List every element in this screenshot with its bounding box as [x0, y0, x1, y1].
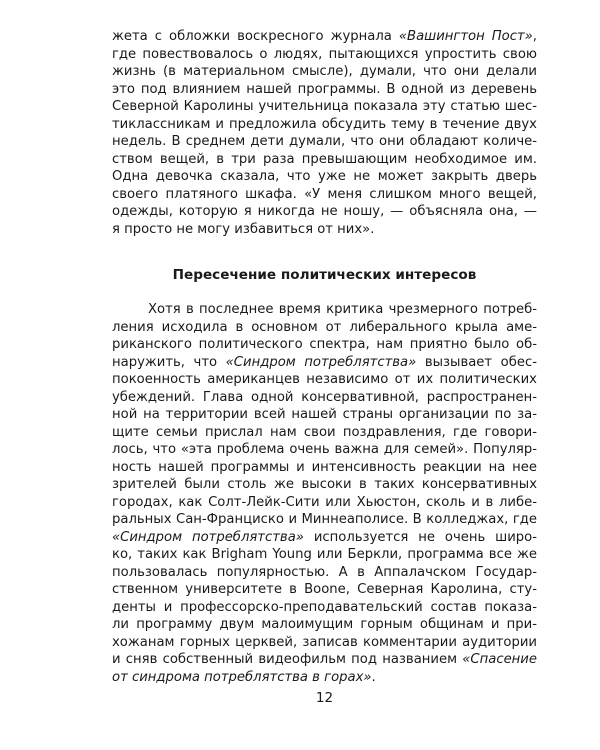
- text-line: [112, 476, 537, 494]
- text-segment: хожанам горных церквей, записав комментарии аудитории: [112, 634, 537, 650]
- text-line: [112, 581, 537, 599]
- text-segment: одежды, которую я никогда не ношу, — объясняла она, —: [112, 204, 537, 219]
- italic-title-text: «Спасение: [462, 652, 537, 667]
- text-line: [112, 81, 537, 99]
- text-line: [112, 529, 537, 547]
- text-segment: жета с обложки воскресного журнала: [112, 29, 399, 44]
- text-segment: ко, таких как Brigham Young или Беркли, программа все же: [112, 547, 537, 562]
- text-segment: где повествовалось о людях, пытающихся упростить свою: [112, 46, 537, 62]
- italic-title-text: «Синдром потреблятства»: [225, 354, 417, 370]
- text-segment: жизнь (в материальном смысле), думали, что они делали: [112, 64, 537, 79]
- text-segment: риканского политического спектра, нам приятно было об-: [112, 337, 537, 352]
- text-line: [112, 186, 537, 204]
- text-line: [112, 494, 537, 512]
- paragraph-2: [112, 301, 537, 686]
- text-segment: зрителей были столь же высоки в таких консервативных: [112, 477, 537, 492]
- text-line: [112, 669, 537, 687]
- text-line: [112, 151, 537, 169]
- text-line: [112, 168, 537, 186]
- text-segment: тиклассникам и предложила обсудить тему в течение двух: [112, 116, 537, 132]
- text-line: [112, 46, 537, 64]
- text-line: [112, 616, 537, 634]
- text-segment: пользовалась популярностью. А в Аппалачском Государ-: [112, 564, 537, 580]
- text-line: [112, 133, 537, 151]
- paragraph-1: [112, 28, 537, 238]
- page-number: 12: [315, 690, 334, 706]
- text-segment: ственном университете в Boone, Северная Каролина, сту-: [112, 582, 537, 597]
- text-line: [112, 599, 537, 617]
- text-line: [112, 98, 537, 116]
- text-segment: недель. В среднем дети думали, что они обладают количе-: [112, 134, 537, 149]
- text-line: [112, 441, 537, 459]
- text-segment: ли программу двум малоимущим горным общинам и при-: [112, 617, 537, 632]
- text-segment: ральных Сан-Франциско и Миннеаполисе. В колледжах, где: [112, 512, 537, 527]
- text-segment: используется не очень широ-: [303, 529, 537, 545]
- text-segment: щите семьи прислал нам свои поздравления, где говори-: [112, 424, 537, 440]
- text-segment: это под влиянием нашей программы. В одной из деревень: [112, 81, 537, 97]
- text-line: [112, 336, 537, 354]
- text-segment: ления исходила в основном от либерального крыла аме-: [112, 319, 537, 335]
- text-segment: наружить, что: [112, 354, 226, 370]
- text-segment: убеждений. Глава одной консервативной, распространен-: [112, 389, 537, 405]
- text-line: [112, 301, 537, 319]
- text-line: [112, 221, 537, 239]
- text-segment: Хотя в последнее время критика чрезмерного потреб-: [148, 302, 537, 317]
- text-line: [112, 389, 537, 407]
- italic-title-text: «Синдром потреблятства»: [112, 529, 304, 545]
- text-segment: лось, что «эта проблема очень важна для семей». Популяр-: [112, 442, 537, 457]
- text-segment: вызывает обес-: [416, 354, 537, 370]
- text-segment: Одна девочка сказала, что уже не может закрыть дверь: [112, 169, 537, 184]
- text-segment: ной на территории всей нашей страны организации по за-: [112, 407, 537, 422]
- text-segment: городах, как Солт-Лейк-Сити или Хьюстон, сколь и в либе-: [112, 494, 537, 510]
- text-segment: ,: [532, 29, 537, 44]
- text-line: [112, 459, 537, 477]
- text-segment: ность нашей программы и интенсивность реакции на нее: [112, 459, 537, 475]
- text-line: [112, 424, 537, 442]
- text-segment: своего платяного шкафа. «У меня слишком много вещей,: [112, 186, 537, 202]
- text-line: [112, 203, 537, 221]
- text-line: [112, 354, 537, 372]
- text-line: [112, 28, 537, 46]
- text-segment: покоенность американцев независимо от их политических: [112, 372, 537, 387]
- text-line: [112, 406, 537, 424]
- text-line: [112, 371, 537, 389]
- text-line: [112, 546, 537, 564]
- text-segment: Северной Каролины учительница показала эту статью шес-: [112, 99, 537, 114]
- text-line: [112, 116, 537, 134]
- text-line: [112, 63, 537, 81]
- text-line: [112, 634, 537, 652]
- section-heading: Пересечение политических интересов: [172, 267, 477, 283]
- text-segment: я просто не могу избавиться от них».: [112, 221, 375, 237]
- text-line: [112, 564, 537, 582]
- italic-title-text: «Вашингтон Пост»: [398, 29, 533, 44]
- italic-title-text: от синдрома потреблятства в горах»: [112, 669, 372, 685]
- text-segment: денты и профессорско-преподавательский состав показа-: [112, 599, 537, 615]
- text-line: [112, 511, 537, 529]
- text-line: [112, 319, 537, 337]
- text-line: [112, 651, 537, 669]
- text-segment: и сняв собственный видеофильм под названием: [112, 652, 463, 667]
- text-segment: ством вещей, в три раза превышающим необходимое им.: [112, 151, 537, 167]
- text-segment: .: [371, 669, 376, 685]
